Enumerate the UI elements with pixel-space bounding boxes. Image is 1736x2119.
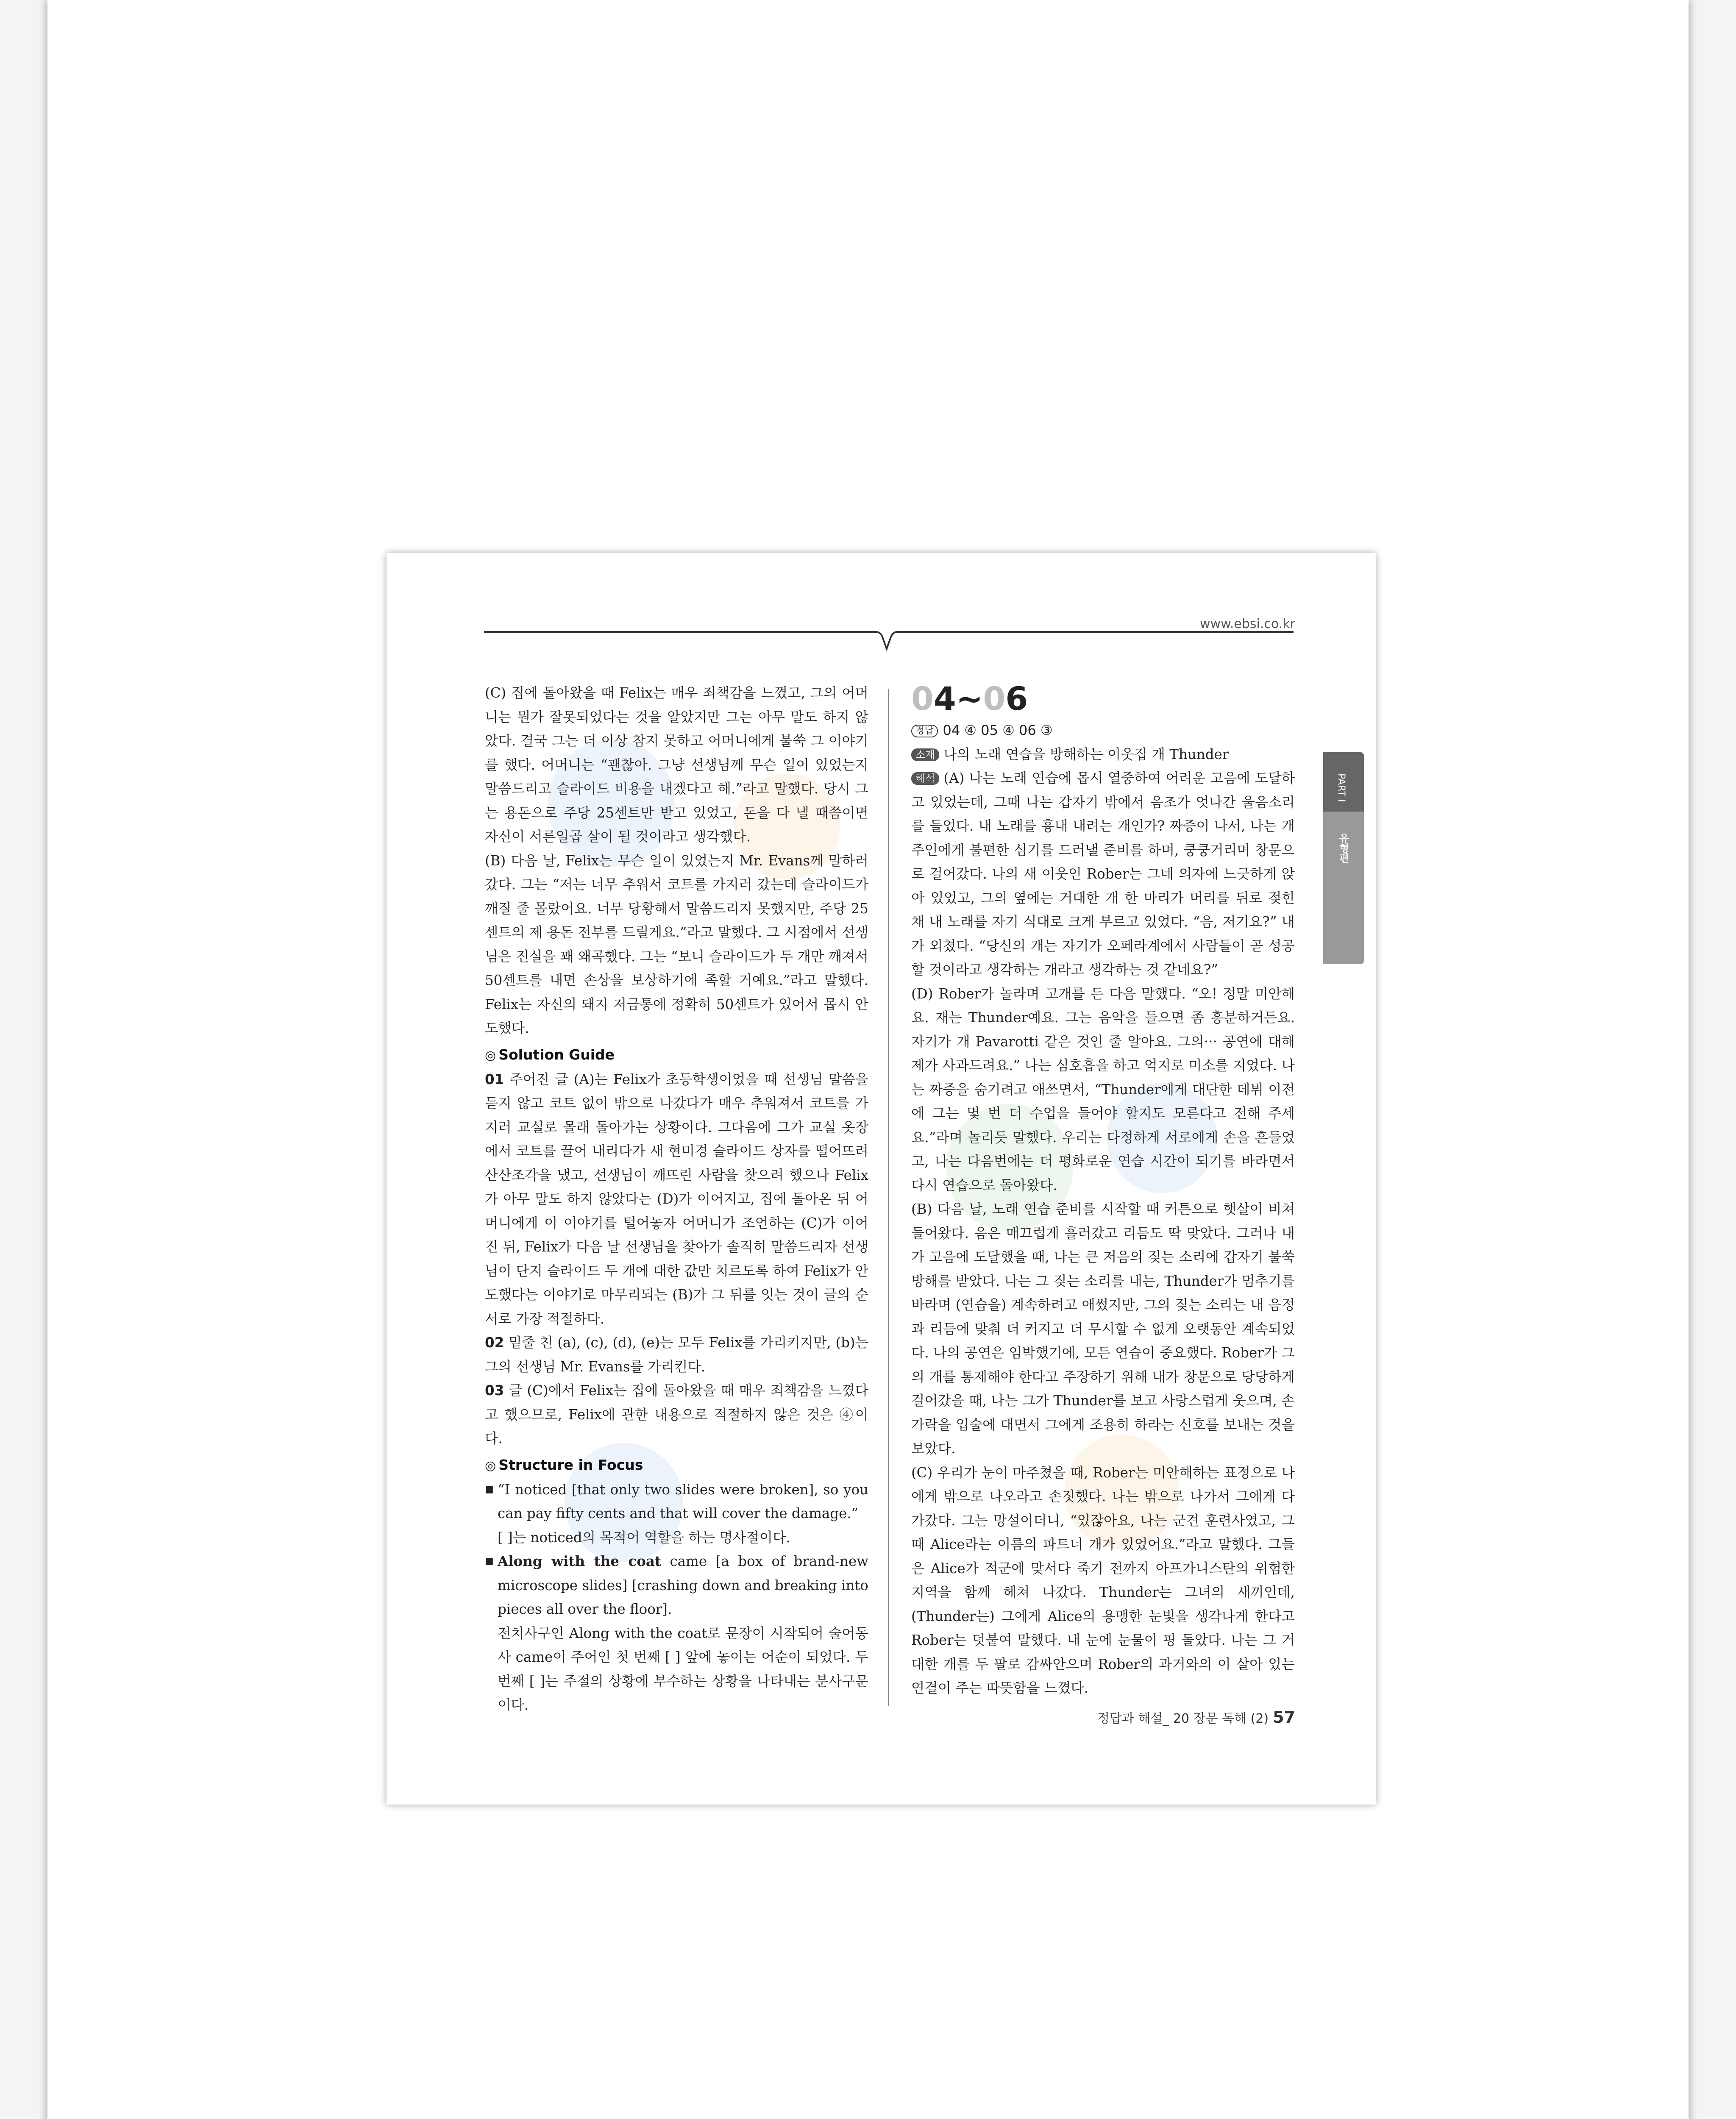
part-label: PART I [1336,773,1347,802]
book-page [387,553,1376,1805]
answers: 04 ④ 05 ④ 06 ③ [943,722,1053,738]
translation-tag: 해석 [911,772,939,785]
title-digit: 0 [911,680,934,717]
structure-bold: Along with the coat [498,1553,661,1569]
structure-item-2 [485,1549,868,1621]
structure-title: Structure in Focus [498,1456,643,1473]
page-number: 57 [1273,1708,1295,1727]
bullet-icon: ■ [485,1556,494,1566]
section-label: 유형편 [1337,833,1349,863]
topic-text: 나의 노래 연습을 방해하는 이웃집 개 Thunder [943,746,1229,762]
arrow-icon: ◎ [485,1048,496,1063]
solution-text: 글 (C)에서 Felix는 집에 돌아왔을 때 매우 죄책감을 느꼈다고 했으므로, Felix에 관한 내용으로 적절하지 않은 것은 ④이다. [485,1382,868,1446]
topic-line [911,742,1295,767]
structure-heading [485,1453,868,1478]
solution-text: 주어진 글 (A)는 Felix가 초등학생이었을 때 선생님 말씀을 듣지 않고 코트 없이 밖으로 나갔다가 매우 추워져서 코트를 가지러 교실로 몰래 돌아가는 상황이다. 그다음에 그가 교실 옷장에서 코트를 끌어 내리다가 새 현미경 슬라이드 상자를 떨어뜨려 산산조각을 냈고, 선생님이 깨뜨린 사람을 찾으려 했으나 Felix가 아무 말도 하지 않았다는 (D)가 이어지고, 집에 돌아온 뒤 어머니에게 이 이야기를 털어놓자 어머니가 조언하는 (C)가 이어진 뒤, Felix가 다음 날 선생님을 찾아가 솔직히 말씀드리자 선생님이 단지 슬라이드 두 개에 대한 값만 치르도록 하여 Felix가 안도했다는 이야기로 마무리되는 (B)가 그 뒤를 잇는 것이 글의 순서로 가장 적절하다. [485,1071,868,1327]
structure-sentence [498,1549,868,1621]
solution-number: 03 [485,1382,504,1399]
title-digit: 6 [1005,680,1028,717]
topic-tag: 소재 [911,748,939,761]
translation-text: (A) 나는 노래 연습에 몹시 열중하여 어려운 고음에 도달하고 있었는데, 그때 나는 갑자기 밖에서 음조가 엇나간 울음소리를 들었다. 내 노래를 흉내 내려는 개인가? 짜증이 나서, 나는 개 주인에게 불편한 심기를 드러낼 준비를 하며, 쿵쿵거리며 창문으로 걸어갔다. 나의 새 이웃인 Rober는 그네 의자에 느긋하게 앉아 있었고, 그의 옆에는 거대한 개 한 마리가 머리를 뒤로 젖힌 채 내 노래를 자기 식대로 크게 부르고 있었다. “음, 저기요?” 내가 외쳤다. “당신의 개는 자기가 오페라계에서 사람들이 곧 성공할 것이라고 생각하는 개라고 생각하는 것 같네요?” [911,770,1295,978]
translation-b: (B) 다음 날, 노래 연습 준비를 시작할 때 커튼으로 햇살이 비쳐 들어왔다. 음은 매끄럽게 흘러갔고 리듬도 딱 맞았다. 그러나 내가 고음에 도달했을 때, 나는 큰 저음의 짖는 소리에 갑자기 불쑥 방해를 받았다. 나는 그 짖는 소리를 내는, Thunder가 멈추기를 바라며 (연습을) 계속하려고 애썼지만, 그의 짖는 소리는 내 음정과 리듬에 맞춰 더 커지고 더 무시할 수 없게 오랫동안 계속되었다. 나의 공연은 임박했기에, 모든 연습이 중요했다. Rober가 그의 개를 통제해야 한다고 주장하기 위해 내가 창문으로 당당하게 걸어갔을 때, 나는 그가 Thunder를 보고 사랑스럽게 웃으며, 손가락을 입술에 대면서 그에게 조용히 하라는 신호를 보내는 것을 보았다. [911,1201,1295,1457]
structure-item-1 [485,1478,868,1526]
bullet-icon: ■ [485,1484,494,1495]
question-range-title [911,681,1295,717]
solution-number: 01 [485,1071,504,1087]
structure-note: [ ]는 noticed의 목적어 역할을 하는 명사절이다. [498,1529,790,1546]
title-digit: 4 [933,680,956,717]
solution-guide-heading [485,1043,868,1068]
title-digit: 0 [983,680,1006,717]
solution-guide-title: Solution Guide [498,1046,615,1063]
solution-3 [485,1379,868,1451]
structure-note: 전치사구인 Along with the coat로 문장이 시작되어 술어동사 came이 주어인 첫 번째 [ ] 앞에 놓이는 어순이 되었다. 두 번째 [ ]는 주절의 상황에 부수하는 상황을 나타내는 분사구문이다. [498,1625,868,1713]
translation-a [911,766,1295,982]
solution-text: 밑줄 친 (a), (c), (d), (e)는 모두 Felix를 가리키지만, (b)는 그의 선생님 Mr. Evans를 가리킨다. [485,1335,868,1375]
header-rule [484,628,1294,654]
answer-tag: 정답 [911,725,938,737]
site-url: www.ebsi.co.kr [1200,617,1295,631]
solution-1 [485,1068,868,1331]
column-divider [888,689,889,1706]
translation-d: (D) Rober가 놀라며 고개를 든 다음 말했다. “오! 정말 미안해요. 재는 Thunder예요. 그는 음악을 들으면 좀 흥분하거든요. 자기가 개 Pavarotti 같은 것인 줄 알아요. 그의··· 공연에 대해 제가 사과드려요.” 나는 심호흡을 하고 억지로 미소를 지었다. 나는 짜증을 숨기려고 애쓰면서, “Thunder에게 대단한 데뷔 이전에 그는 몇 번 더 수업을 들어야 할지도 모른다고 전해 주세요.”라며 놀리듯 말했다. 우리는 다정하게 서로에게 손을 흔들었고, 나는 다음번에는 더 평화로운 연습 시간이 되기를 바라면서 다시 연습으로 돌아왔다. [911,985,1295,1193]
structure-rest: came [a box of brand-new microscope slides] [crashing down and breaking into pieces all over the floor]. [498,1553,868,1617]
page-footer [1097,1708,1295,1727]
solution-number: 02 [485,1335,504,1351]
part-tab [1323,752,1364,964]
title-separator: ~ [956,680,983,717]
structure-sentence: “I noticed [that only two slides were broken], so you can pay fifty cents and that will cover the damage.” [498,1481,868,1521]
translation-c: (C) 우리가 눈이 마주쳤을 때, Rober는 미안해하는 표정으로 나에게 밖으로 나오라고 손짓했다. 나는 밖으로 나가서 그에게 다가갔다. 그는 망설이더니, “있잖아요, 나는 군견 훈련사였고, 그때 Alice라는 이름의 파트너 개가 있었어요.”라고 말했다. 그들은 Alice가 적군에 맞서다 죽기 전까지 아프가니스탄의 위험한 지역을 함께 헤쳐 나갔다. Thunder는 그녀의 새끼인데, (Thunder는) 그에게 Alice의 용맹한 눈빛을 생각나게 한다고 Rober는 덧붙여 말했다. 내 눈에 눈물이 핑 돌았다. 나는 그 거대한 개를 두 팔로 감싸안으며 Rober의 과거와의 이 살아 있는 연결이 주는 따뜻함을 느꼈다. [911,1464,1295,1696]
arrow-icon: ◎ [485,1458,496,1473]
answer-line [911,718,1295,742]
left-column [485,681,868,1717]
solution-2 [485,1331,868,1379]
passage-c: (C) 집에 돌아왔을 때 Felix는 매우 죄책감을 느꼈고, 그의 어머니는 뭔가 잘못되었다는 것을 알았지만 그는 아무 말도 하지 않았다. 결국 그는 더 이상 참지 못하고 어머니에게 불쑥 그 이야기를 했다. 어머니는 “괜찮아. 그냥 선생님께 무슨 일이 있었는지 말씀드리고 슬라이드 비용을 내겠다고 해.”라고 말했다. 당시 그는 용돈으로 주당 25센트만 받고 있었고, 돈을 다 낼 때쯤이면 자신이 서른일곱 살이 될 것이라고 생각했다. [485,685,868,845]
passage-b: (B) 다음 날, Felix는 무슨 일이 있었는지 Mr. Evans께 말하러 갔다. 그는 “저는 너무 추워서 코트를 가지러 갔는데 슬라이드가 깨질 줄 몰랐어요. 너무 당황해서 말씀드리지 못했지만, 주당 25센트의 제 용돈 전부를 드릴게요.”라고 말했다. 그 시점에서 선생님은 진실을 꽤 왜곡했다. 그는 “보니 슬라이드가 두 개만 깨져서 50센트를 내면 손상을 보상하기에 족할 거예요.”라고 말했다. Felix는 자신의 돼지 저금통에 정확히 50센트가 있어서 몹시 안도했다. [485,852,868,1036]
footer-text: 정답과 해설_ 20 장문 독해 (2) [1097,1711,1269,1726]
right-column [911,681,1295,1700]
